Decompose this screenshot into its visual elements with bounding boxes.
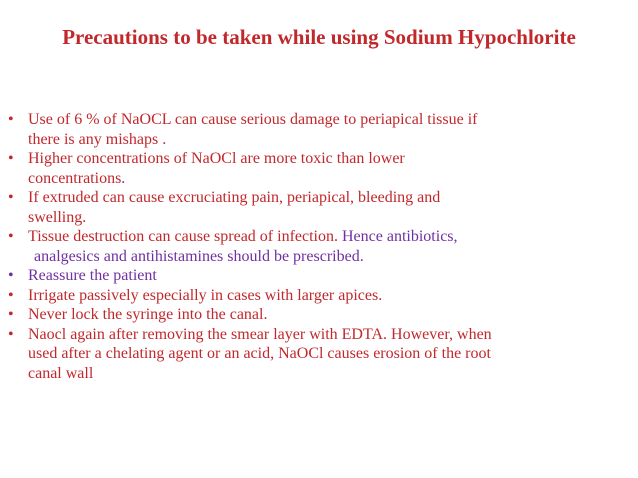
bullet-text: Tissue destruction can cause spread of infection.	[28, 228, 338, 245]
bullet-text: Never lock the syringe into the canal.	[28, 306, 268, 323]
bullet-text: Irrigate passively especially in cases with larger apices.	[28, 286, 383, 304]
bullet-text: If extruded can cause excruciating pain, periapical, bleeding and	[28, 189, 441, 206]
slide-title: Precautions to be taken while using Sodium Hypochlorite	[62, 25, 576, 49]
bullet-item	[8, 305, 628, 325]
bullet-text-continued: analgesics and antihistamines should be prescribed.	[34, 247, 364, 265]
bullet-text-highlight: Hence antibiotics,	[338, 228, 458, 245]
bullet-item	[8, 227, 628, 266]
bullet-text-continued: canal wall	[28, 364, 94, 382]
bullet-text-continued: used after a chelating agent or an acid, NaOCl causes erosion of the root	[28, 345, 491, 362]
bullet-text-continued: there is any mishaps .	[28, 130, 167, 148]
bullet-item	[8, 110, 628, 149]
bullet-icon: •	[8, 189, 14, 206]
bullet-icon: •	[8, 228, 14, 245]
bullet-icon: •	[8, 111, 14, 128]
bullet-icon: •	[8, 286, 14, 304]
bullet-text-continued: swelling.	[28, 208, 87, 226]
bullet-item	[8, 266, 628, 286]
bullet-item	[8, 325, 628, 384]
bullet-text-continued: concentrations	[28, 169, 122, 187]
bullet-icon: •	[8, 150, 14, 167]
bullet-text: Reassure the patient	[28, 267, 157, 284]
bullet-icon: •	[8, 325, 14, 343]
bullet-text-period: .	[121, 169, 126, 187]
bullet-text: Use of 6 % of NaOCL can cause serious damage to periapical tissue if	[28, 111, 478, 128]
bullet-icon: •	[8, 267, 14, 284]
bullet-list	[8, 110, 628, 383]
bullet-text: Naocl again after removing the smear layer with EDTA. However, when	[28, 325, 492, 343]
bullet-icon: •	[8, 306, 14, 323]
bullet-item	[8, 188, 628, 227]
bullet-item	[8, 286, 628, 306]
bullet-text: Higher concentrations of NaOCl are more toxic than lower	[28, 150, 405, 167]
bullet-item	[8, 149, 628, 188]
